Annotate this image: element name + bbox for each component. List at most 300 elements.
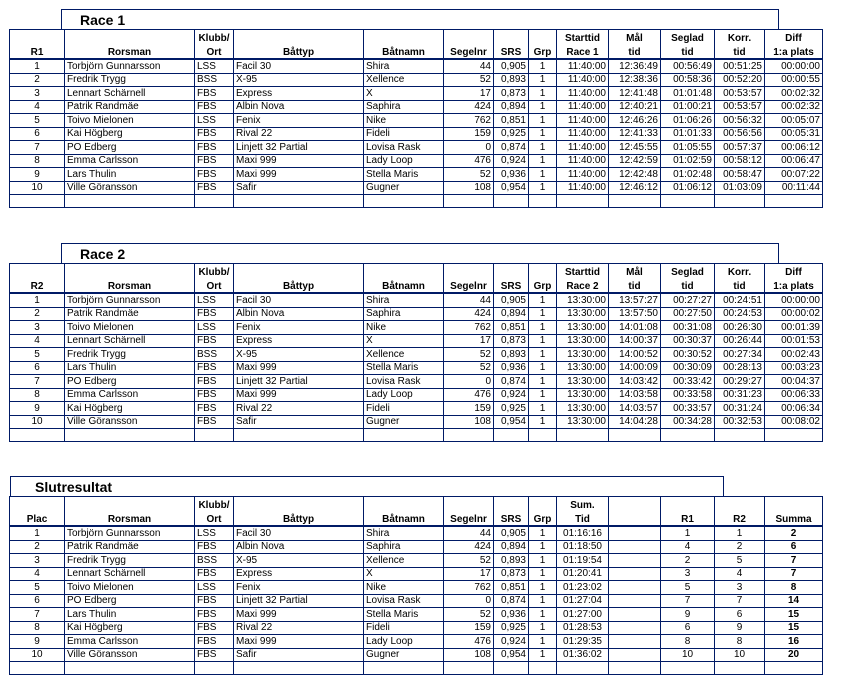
header-sail-number — [444, 264, 494, 279]
empty-cell — [715, 429, 765, 442]
cell-place: 5 — [10, 581, 65, 595]
cell-sail-number: 17 — [444, 567, 494, 581]
cell-corrected-time: 00:53:57 — [715, 87, 765, 101]
header-sail-number: Segelnr — [444, 278, 494, 293]
table-row — [10, 181, 823, 195]
cell-total: 16 — [765, 635, 823, 649]
cell-place: 6 — [10, 594, 65, 608]
cell-group: 1 — [529, 348, 557, 362]
cell-srs: 0,893 — [494, 348, 529, 362]
cell-place: 3 — [10, 87, 65, 101]
cell-sum-time: 01:19:54 — [557, 554, 609, 568]
cell-boat-type: Maxi 999 — [234, 635, 364, 649]
header-corrected-time: Korr. — [715, 30, 765, 45]
cell-boat-type: Maxi 999 — [234, 154, 364, 168]
cell-empty — [609, 567, 661, 581]
cell-diff: 00:05:31 — [765, 127, 823, 141]
cell-sail-number: 44 — [444, 293, 494, 307]
cell-corrected-time: 00:58:47 — [715, 168, 765, 182]
cell-corrected-time: 00:28:13 — [715, 361, 765, 375]
table-row — [10, 307, 823, 321]
cell-finish-time: 12:46:26 — [609, 114, 661, 128]
header-helmsman — [65, 30, 195, 45]
header-finish-time: Mål — [609, 264, 661, 279]
cell-corrected-time: 01:03:09 — [715, 181, 765, 195]
cell-srs: 0,925 — [494, 621, 529, 635]
cell-sailed-time: 01:01:33 — [661, 127, 715, 141]
cell-boat-type: Fenix — [234, 581, 364, 595]
final-title: Slutresultat — [10, 476, 724, 496]
table-row — [10, 73, 823, 87]
header-sailed-time: tid — [661, 44, 715, 59]
cell-diff: 00:02:32 — [765, 87, 823, 101]
cell-place: 5 — [10, 348, 65, 362]
header-helmsman: Rorsman — [65, 44, 195, 59]
cell-club: FBS — [195, 594, 234, 608]
cell-sail-number: 424 — [444, 540, 494, 554]
cell-start-time: 13:30:00 — [557, 361, 609, 375]
cell-finish-time: 14:00:37 — [609, 334, 661, 348]
cell-group: 1 — [529, 87, 557, 101]
cell-helmsman: Fredrik Trygg — [65, 554, 195, 568]
cell-corrected-time: 00:56:32 — [715, 114, 765, 128]
cell-helmsman: Emma Carlsson — [65, 388, 195, 402]
cell-empty — [609, 540, 661, 554]
header-club: Klubb/ — [195, 497, 234, 512]
empty-cell — [529, 429, 557, 442]
cell-corrected-time: 00:32:53 — [715, 415, 765, 429]
cell-sailed-time: 01:06:26 — [661, 114, 715, 128]
cell-sum-time: 01:36:02 — [557, 648, 609, 662]
cell-boat-type: Maxi 999 — [234, 388, 364, 402]
cell-sailed-time: 00:33:58 — [661, 388, 715, 402]
cell-group: 1 — [529, 293, 557, 307]
cell-club: FBS — [195, 361, 234, 375]
cell-club: FBS — [195, 334, 234, 348]
empty-cell — [65, 195, 195, 208]
cell-helmsman: Kai Högberg — [65, 402, 195, 416]
cell-helmsman: Torbjörn Gunnarsson — [65, 293, 195, 307]
empty-cell — [234, 195, 364, 208]
cell-club: BSS — [195, 348, 234, 362]
cell-helmsman: Lars Thulin — [65, 168, 195, 182]
cell-place: 6 — [10, 127, 65, 141]
cell-boat-type: X-95 — [234, 348, 364, 362]
header-sail-number: Segelnr — [444, 511, 494, 526]
cell-helmsman: Kai Högberg — [65, 621, 195, 635]
cell-boat-type: Safir — [234, 415, 364, 429]
cell-boat-name: Lady Loop — [364, 388, 444, 402]
table-row — [10, 100, 823, 114]
cell-sail-number: 52 — [444, 168, 494, 182]
cell-group: 1 — [529, 334, 557, 348]
empty-cell — [364, 195, 444, 208]
cell-sail-number: 159 — [444, 402, 494, 416]
cell-group: 1 — [529, 581, 557, 595]
header-sailed-time: Seglad — [661, 264, 715, 279]
cell-sail-number: 17 — [444, 87, 494, 101]
cell-place: 10 — [10, 181, 65, 195]
header-boat-type — [234, 497, 364, 512]
header-boat-type: Båttyp — [234, 511, 364, 526]
cell-corrected-time: 00:52:20 — [715, 73, 765, 87]
header-corrected-time: Korr. — [715, 264, 765, 279]
cell-finish-time: 12:42:48 — [609, 168, 661, 182]
cell-srs: 0,924 — [494, 388, 529, 402]
header-srs — [494, 264, 529, 279]
final-results-table — [9, 496, 823, 675]
cell-sail-number: 0 — [444, 594, 494, 608]
cell-place: 1 — [10, 293, 65, 307]
cell-place: 2 — [10, 540, 65, 554]
empty-cell — [494, 429, 529, 442]
cell-club: LSS — [195, 526, 234, 540]
cell-group: 1 — [529, 307, 557, 321]
cell-boat-type: X-95 — [234, 554, 364, 568]
header-diff: 1:a plats — [765, 278, 823, 293]
cell-boat-type: Express — [234, 334, 364, 348]
header-group — [529, 497, 557, 512]
cell-boat-type: Albin Nova — [234, 307, 364, 321]
cell-boat-name: Gugner — [364, 415, 444, 429]
cell-sail-number: 52 — [444, 608, 494, 622]
cell-diff: 00:00:00 — [765, 59, 823, 73]
header-place: R1 — [10, 44, 65, 59]
cell-helmsman: Emma Carlsson — [65, 635, 195, 649]
cell-place: 4 — [10, 100, 65, 114]
cell-boat-name: Lady Loop — [364, 635, 444, 649]
cell-boat-type: Facil 30 — [234, 293, 364, 307]
cell-srs: 0,905 — [494, 526, 529, 540]
cell-place: 8 — [10, 154, 65, 168]
cell-club: LSS — [195, 114, 234, 128]
cell-diff: 00:07:22 — [765, 168, 823, 182]
cell-srs: 0,851 — [494, 321, 529, 335]
cell-boat-name: Fideli — [364, 402, 444, 416]
cell-r2: 1 — [715, 526, 765, 540]
header-place: Plac — [10, 511, 65, 526]
cell-sail-number: 159 — [444, 127, 494, 141]
cell-finish-time: 14:03:42 — [609, 375, 661, 389]
cell-group: 1 — [529, 321, 557, 335]
header-place — [10, 497, 65, 512]
table-row — [10, 554, 823, 568]
cell-club: FBS — [195, 181, 234, 195]
cell-sail-number: 17 — [444, 334, 494, 348]
empty-cell — [195, 195, 234, 208]
cell-helmsman: Fredrik Trygg — [65, 348, 195, 362]
cell-place: 3 — [10, 321, 65, 335]
header-sail-number: Segelnr — [444, 44, 494, 59]
cell-sail-number: 52 — [444, 554, 494, 568]
cell-boat-type: Safir — [234, 181, 364, 195]
cell-sum-time: 01:27:04 — [557, 594, 609, 608]
cell-total: 8 — [765, 581, 823, 595]
cell-boat-type: X-95 — [234, 73, 364, 87]
cell-empty — [609, 648, 661, 662]
cell-sail-number: 476 — [444, 388, 494, 402]
cell-srs: 0,924 — [494, 154, 529, 168]
cell-sail-number: 52 — [444, 361, 494, 375]
cell-srs: 0,873 — [494, 334, 529, 348]
cell-finish-time: 12:46:12 — [609, 181, 661, 195]
cell-empty — [609, 635, 661, 649]
empty-cell — [364, 429, 444, 442]
cell-group: 1 — [529, 168, 557, 182]
cell-start-time: 11:40:00 — [557, 127, 609, 141]
cell-boat-type: Albin Nova — [234, 540, 364, 554]
cell-srs: 0,924 — [494, 635, 529, 649]
cell-club: FBS — [195, 307, 234, 321]
cell-group: 1 — [529, 375, 557, 389]
cell-srs: 0,936 — [494, 608, 529, 622]
cell-total: 15 — [765, 608, 823, 622]
cell-place: 4 — [10, 334, 65, 348]
table-row — [10, 154, 823, 168]
header-helmsman: Rorsman — [65, 511, 195, 526]
cell-diff: 00:04:37 — [765, 375, 823, 389]
empty-cell — [444, 195, 494, 208]
cell-boat-name: Shira — [364, 59, 444, 73]
cell-sum-time: 01:18:50 — [557, 540, 609, 554]
cell-finish-time: 13:57:27 — [609, 293, 661, 307]
header-finish-time: tid — [609, 44, 661, 59]
cell-start-time: 13:30:00 — [557, 375, 609, 389]
empty-cell — [10, 429, 65, 442]
cell-helmsman: Emma Carlsson — [65, 154, 195, 168]
header-boat-type — [234, 30, 364, 45]
cell-sail-number: 424 — [444, 307, 494, 321]
table-row — [10, 375, 823, 389]
cell-start-time: 13:30:00 — [557, 348, 609, 362]
cell-sailed-time: 00:34:28 — [661, 415, 715, 429]
cell-boat-type: Maxi 999 — [234, 608, 364, 622]
cell-place: 4 — [10, 567, 65, 581]
header-helmsman: Rorsman — [65, 278, 195, 293]
header-srs: SRS — [494, 278, 529, 293]
cell-srs: 0,893 — [494, 73, 529, 87]
cell-sail-number: 108 — [444, 415, 494, 429]
cell-r2: 10 — [715, 648, 765, 662]
cell-finish-time: 12:41:48 — [609, 87, 661, 101]
cell-start-time: 11:40:00 — [557, 100, 609, 114]
cell-place: 10 — [10, 648, 65, 662]
cell-r1: 4 — [661, 540, 715, 554]
header-sailed-time: tid — [661, 278, 715, 293]
cell-boat-name: Xellence — [364, 73, 444, 87]
cell-sailed-time: 00:30:09 — [661, 361, 715, 375]
cell-group: 1 — [529, 154, 557, 168]
cell-club: FBS — [195, 168, 234, 182]
cell-boat-name: Lovisa Rask — [364, 141, 444, 155]
cell-group: 1 — [529, 181, 557, 195]
cell-corrected-time: 00:26:44 — [715, 334, 765, 348]
cell-sail-number: 108 — [444, 181, 494, 195]
cell-r2: 4 — [715, 567, 765, 581]
header-sum-time: Tid — [557, 511, 609, 526]
header-r2: R2 — [715, 511, 765, 526]
cell-start-time: 11:40:00 — [557, 141, 609, 155]
cell-group: 1 — [529, 554, 557, 568]
cell-group: 1 — [529, 141, 557, 155]
cell-sailed-time: 00:27:50 — [661, 307, 715, 321]
cell-r1: 1 — [661, 526, 715, 540]
empty-cell — [661, 662, 715, 675]
empty-cell — [65, 429, 195, 442]
cell-helmsman: PO Edberg — [65, 594, 195, 608]
cell-sailed-time: 00:33:42 — [661, 375, 715, 389]
cell-total: 15 — [765, 621, 823, 635]
table-row — [10, 567, 823, 581]
cell-finish-time: 14:04:28 — [609, 415, 661, 429]
cell-club: FBS — [195, 402, 234, 416]
header-helmsman — [65, 264, 195, 279]
empty-cell — [529, 662, 557, 675]
header-club: Ort — [195, 44, 234, 59]
empty-cell — [557, 429, 609, 442]
cell-boat-type: Safir — [234, 648, 364, 662]
table-row — [10, 293, 823, 307]
header-total: Summa — [765, 511, 823, 526]
cell-sum-time: 01:16:16 — [557, 526, 609, 540]
cell-finish-time: 12:36:49 — [609, 59, 661, 73]
cell-helmsman: Patrik Randmäe — [65, 100, 195, 114]
cell-srs: 0,925 — [494, 127, 529, 141]
cell-srs: 0,954 — [494, 181, 529, 195]
cell-srs: 0,936 — [494, 168, 529, 182]
header-finish-time: tid — [609, 278, 661, 293]
header-boat-name — [364, 30, 444, 45]
header-boat-type: Båttyp — [234, 278, 364, 293]
header-boat-name — [364, 497, 444, 512]
header-sail-number — [444, 497, 494, 512]
header-club: Klubb/ — [195, 30, 234, 45]
header-boat-name: Båtnamn — [364, 44, 444, 59]
cell-boat-name: Lovisa Rask — [364, 594, 444, 608]
cell-r1: 5 — [661, 581, 715, 595]
cell-sailed-time: 00:30:37 — [661, 334, 715, 348]
cell-empty — [609, 608, 661, 622]
cell-boat-name: Fideli — [364, 127, 444, 141]
cell-sail-number: 44 — [444, 59, 494, 73]
cell-boat-type: Fenix — [234, 321, 364, 335]
header-club: Ort — [195, 511, 234, 526]
header-r2 — [715, 497, 765, 512]
cell-helmsman: Torbjörn Gunnarsson — [65, 59, 195, 73]
cell-finish-time: 12:42:59 — [609, 154, 661, 168]
cell-sail-number: 476 — [444, 635, 494, 649]
cell-group: 1 — [529, 567, 557, 581]
header-start-time: Starttid — [557, 264, 609, 279]
cell-boat-name: Stella Maris — [364, 168, 444, 182]
cell-r1: 6 — [661, 621, 715, 635]
cell-boat-name: Saphira — [364, 100, 444, 114]
cell-total: 7 — [765, 567, 823, 581]
empty-cell — [715, 662, 765, 675]
cell-empty — [609, 594, 661, 608]
table-row — [10, 361, 823, 375]
cell-club: FBS — [195, 608, 234, 622]
cell-helmsman: Fredrik Trygg — [65, 73, 195, 87]
cell-srs: 0,936 — [494, 361, 529, 375]
cell-club: FBS — [195, 375, 234, 389]
header-diff: 1:a plats — [765, 44, 823, 59]
table-row — [10, 621, 823, 635]
header-place: R2 — [10, 278, 65, 293]
cell-sum-time: 01:27:00 — [557, 608, 609, 622]
cell-diff: 00:00:00 — [765, 293, 823, 307]
cell-boat-name: X — [364, 334, 444, 348]
cell-club: FBS — [195, 621, 234, 635]
cell-empty — [609, 581, 661, 595]
cell-group: 1 — [529, 648, 557, 662]
table-row — [10, 635, 823, 649]
empty-cell — [10, 195, 65, 208]
cell-sail-number: 762 — [444, 114, 494, 128]
cell-total: 20 — [765, 648, 823, 662]
empty-cell — [494, 195, 529, 208]
cell-r1: 3 — [661, 567, 715, 581]
cell-sailed-time: 00:30:52 — [661, 348, 715, 362]
cell-sail-number: 476 — [444, 154, 494, 168]
cell-start-time: 13:30:00 — [557, 402, 609, 416]
cell-place: 2 — [10, 73, 65, 87]
cell-total: 2 — [765, 526, 823, 540]
cell-boat-name: Xellence — [364, 554, 444, 568]
cell-sailed-time: 00:31:08 — [661, 321, 715, 335]
cell-boat-type: Albin Nova — [234, 100, 364, 114]
empty-cell — [661, 429, 715, 442]
cell-sail-number: 762 — [444, 321, 494, 335]
cell-corrected-time: 00:51:25 — [715, 59, 765, 73]
empty-cell — [10, 662, 65, 675]
header-place — [10, 30, 65, 45]
cell-club: BSS — [195, 73, 234, 87]
cell-diff: 00:02:32 — [765, 100, 823, 114]
table-row — [10, 141, 823, 155]
cell-start-time: 11:40:00 — [557, 181, 609, 195]
cell-place: 6 — [10, 361, 65, 375]
empty-cell — [609, 195, 661, 208]
empty-cell — [234, 429, 364, 442]
cell-start-time: 13:30:00 — [557, 415, 609, 429]
cell-r2: 5 — [715, 554, 765, 568]
empty-cell — [765, 429, 823, 442]
cell-group: 1 — [529, 361, 557, 375]
table-row — [10, 87, 823, 101]
cell-boat-name: Gugner — [364, 648, 444, 662]
cell-diff: 00:06:34 — [765, 402, 823, 416]
header-sum-time: Sum. — [557, 497, 609, 512]
cell-boat-type: Facil 30 — [234, 59, 364, 73]
table-row — [10, 59, 823, 73]
empty-cell — [65, 662, 195, 675]
cell-boat-type: Maxi 999 — [234, 361, 364, 375]
cell-r2: 7 — [715, 594, 765, 608]
header-r1: R1 — [661, 511, 715, 526]
cell-boat-name: Shira — [364, 293, 444, 307]
cell-place: 9 — [10, 402, 65, 416]
cell-boat-name: Shira — [364, 526, 444, 540]
cell-r1: 9 — [661, 608, 715, 622]
blank-row — [10, 429, 823, 442]
cell-group: 1 — [529, 635, 557, 649]
cell-club: FBS — [195, 648, 234, 662]
empty-cell — [661, 195, 715, 208]
cell-r1: 7 — [661, 594, 715, 608]
cell-finish-time: 14:00:52 — [609, 348, 661, 362]
cell-place: 3 — [10, 554, 65, 568]
